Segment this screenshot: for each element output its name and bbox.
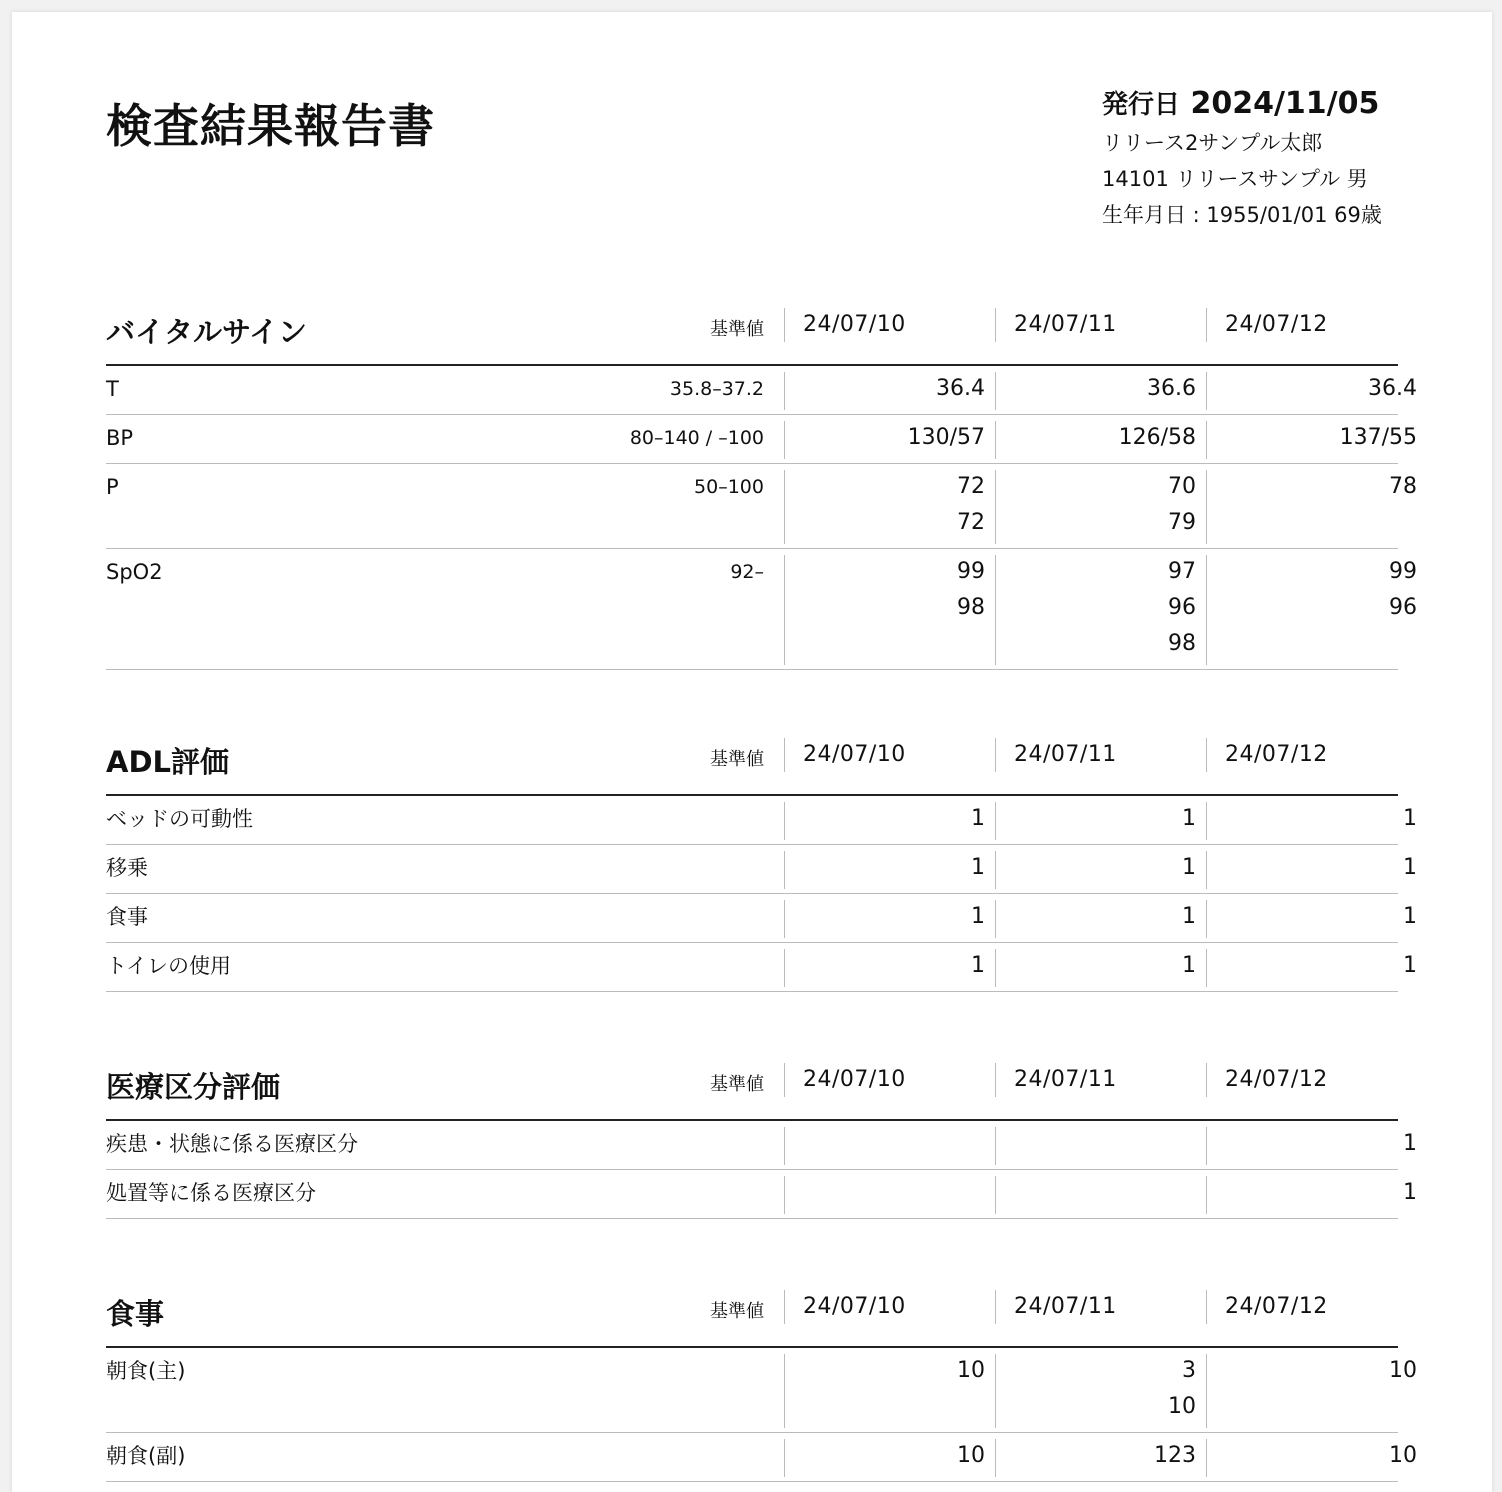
value-cell <box>784 1176 995 1214</box>
value-cell <box>995 1127 1206 1165</box>
value-cell <box>784 802 995 840</box>
patient-info <box>1102 84 1402 233</box>
value-cell <box>1206 1439 1417 1477</box>
date-header: 24/07/12 <box>1206 308 1417 342</box>
value-cell <box>1206 949 1417 987</box>
value-cell <box>995 1176 1206 1214</box>
table-row <box>106 943 1417 992</box>
report-page <box>12 12 1492 1492</box>
measurement-value: 10 <box>957 1443 985 1468</box>
row-reference-value: 80–140 / –100 <box>629 427 764 449</box>
measurement-value: 79 <box>1168 510 1196 535</box>
value-cell <box>784 555 995 665</box>
measurement-value: 1 <box>1403 806 1417 831</box>
measurement-value: 1 <box>1403 855 1417 880</box>
value-cell <box>1206 1127 1417 1165</box>
measurement-value: 10 <box>957 1358 985 1383</box>
row-item-label: BP <box>106 426 134 450</box>
section-4 <box>106 1290 1417 1482</box>
measurement-value: 10 <box>1168 1394 1196 1419</box>
reference-header: 基準値 <box>710 1301 764 1322</box>
measurement-value: 1 <box>1403 953 1417 978</box>
reference-header: 基準値 <box>710 319 764 340</box>
section-title: 食事 <box>106 1297 165 1331</box>
table-row <box>106 366 1417 415</box>
row-item-label: 朝食(主) <box>106 1359 186 1383</box>
date-header: 24/07/10 <box>784 1063 995 1097</box>
row-item-label: 食事 <box>106 905 148 929</box>
section-header <box>106 1290 1398 1348</box>
table-row <box>106 1121 1417 1170</box>
value-cell <box>784 949 995 987</box>
row-item-label: T <box>106 377 119 401</box>
row-item-label: P <box>106 475 119 499</box>
value-cell <box>995 470 1206 544</box>
reference-header: 基準値 <box>710 1074 764 1095</box>
value-cell <box>995 1354 1206 1428</box>
date-header: 24/07/12 <box>1206 738 1417 772</box>
measurement-value: 1 <box>1182 855 1196 880</box>
row-item-label: ベッドの可動性 <box>106 807 253 831</box>
measurement-value: 96 <box>1168 595 1196 620</box>
table-row <box>106 1170 1417 1219</box>
date-header: 24/07/11 <box>995 1063 1206 1097</box>
table-row <box>106 1433 1417 1482</box>
value-cell <box>784 1354 995 1428</box>
row-reference-value: 50–100 <box>694 476 764 498</box>
patient-birth-line: 生年月日 : 1955/01/01 69歳 <box>1102 203 1382 227</box>
measurement-value: 99 <box>1389 559 1417 584</box>
row-reference-value: 92– <box>730 561 764 583</box>
measurement-value: 1 <box>971 855 985 880</box>
measurement-value: 123 <box>1154 1443 1196 1468</box>
measurement-value: 137/55 <box>1339 425 1417 450</box>
section-title: ADL評価 <box>106 745 229 779</box>
table-row <box>106 1348 1417 1433</box>
issue-date-value: 2024/11/05 <box>1190 86 1380 121</box>
value-cell <box>995 372 1206 410</box>
measurement-value: 10 <box>1389 1358 1417 1383</box>
date-header: 24/07/11 <box>995 1290 1206 1324</box>
measurement-value: 72 <box>957 474 985 499</box>
value-cell <box>784 421 995 459</box>
value-cell <box>1206 1176 1417 1214</box>
table-row <box>106 894 1417 943</box>
table-row <box>106 415 1417 464</box>
section-header <box>106 738 1398 796</box>
row-item-label: SpO2 <box>106 560 163 584</box>
value-cell <box>1206 851 1417 889</box>
measurement-value: 1 <box>971 806 985 831</box>
row-reference-value: 35.8–37.2 <box>669 378 764 400</box>
table-row <box>106 796 1417 845</box>
value-cell <box>1206 802 1417 840</box>
date-header: 24/07/10 <box>784 738 995 772</box>
value-cell <box>1206 372 1417 410</box>
value-cell <box>1206 470 1417 544</box>
measurement-value: 98 <box>957 595 985 620</box>
row-item-label: 朝食(副) <box>106 1444 186 1468</box>
value-cell <box>784 1439 995 1477</box>
measurement-value: 72 <box>957 510 985 535</box>
row-item-label: トイレの使用 <box>106 954 231 978</box>
measurement-value: 1 <box>1182 806 1196 831</box>
row-item-label: 処置等に係る医療区分 <box>106 1181 316 1205</box>
patient-id-line: 14101 リリースサンプル 男 <box>1102 167 1368 191</box>
value-cell <box>784 851 995 889</box>
value-cell <box>995 802 1206 840</box>
date-header: 24/07/11 <box>995 308 1206 342</box>
measurement-value: 97 <box>1168 559 1196 584</box>
measurement-value: 99 <box>957 559 985 584</box>
date-header: 24/07/12 <box>1206 1290 1417 1324</box>
section-header <box>106 308 1398 366</box>
row-item-label: 疾患・状態に係る医療区分 <box>106 1132 358 1156</box>
measurement-value: 96 <box>1389 595 1417 620</box>
measurement-value: 1 <box>971 953 985 978</box>
value-cell <box>1206 1354 1417 1428</box>
value-cell <box>995 1439 1206 1477</box>
value-cell <box>995 421 1206 459</box>
table-row <box>106 549 1417 670</box>
report-title: 検査結果報告書 <box>106 99 435 153</box>
measurement-value: 3 <box>1182 1358 1196 1383</box>
value-cell <box>1206 900 1417 938</box>
issue-date-label: 発行日 <box>1102 90 1181 120</box>
measurement-value: 126/58 <box>1118 425 1196 450</box>
section-2 <box>106 738 1417 992</box>
measurement-value: 78 <box>1389 474 1417 499</box>
value-cell <box>1206 555 1417 665</box>
table-row <box>106 464 1417 549</box>
value-cell <box>784 900 995 938</box>
measurement-value: 130/57 <box>907 425 985 450</box>
value-cell <box>995 949 1206 987</box>
measurement-value: 1 <box>1182 953 1196 978</box>
value-cell <box>784 372 995 410</box>
measurement-value: 10 <box>1389 1443 1417 1468</box>
date-header: 24/07/10 <box>784 1290 995 1324</box>
measurement-value: 1 <box>1403 1131 1417 1156</box>
value-cell <box>1206 421 1417 459</box>
row-item-label: 移乗 <box>106 856 148 880</box>
measurement-value: 98 <box>1168 631 1196 656</box>
section-title: 医療区分評価 <box>106 1070 281 1104</box>
value-cell <box>995 555 1206 665</box>
measurement-value: 1 <box>971 904 985 929</box>
measurement-value: 36.4 <box>1368 376 1417 401</box>
section-header <box>106 1063 1398 1121</box>
date-header: 24/07/10 <box>784 308 995 342</box>
date-header: 24/07/12 <box>1206 1063 1417 1097</box>
measurement-value: 1 <box>1182 904 1196 929</box>
value-cell <box>995 851 1206 889</box>
date-header: 24/07/11 <box>995 738 1206 772</box>
measurement-value: 1 <box>1403 904 1417 929</box>
patient-name: リリース2サンプル太郎 <box>1102 131 1323 155</box>
section-1 <box>106 308 1417 670</box>
measurement-value: 36.4 <box>936 376 985 401</box>
measurement-value: 1 <box>1403 1180 1417 1205</box>
section-3 <box>106 1063 1417 1219</box>
measurement-value: 70 <box>1168 474 1196 499</box>
table-row <box>106 845 1417 894</box>
value-cell <box>784 1127 995 1165</box>
reference-header: 基準値 <box>710 749 764 770</box>
section-title: バイタルサイン <box>106 315 307 349</box>
issue-date-line <box>1102 84 1402 125</box>
value-cell <box>784 470 995 544</box>
value-cell <box>995 900 1206 938</box>
measurement-value: 36.6 <box>1147 376 1196 401</box>
